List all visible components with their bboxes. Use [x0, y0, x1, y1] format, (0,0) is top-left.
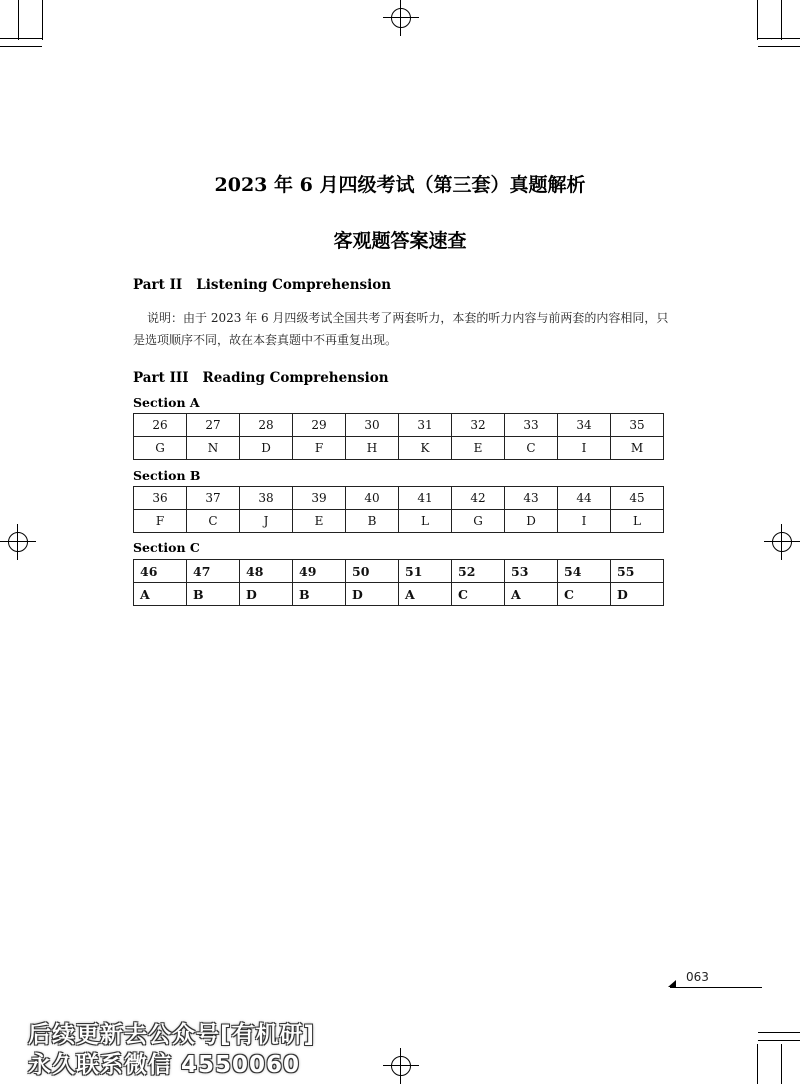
crop-mark [758, 1032, 800, 1033]
answer-cell: C [187, 510, 240, 533]
question-number: 40 [346, 487, 399, 510]
question-number: 48 [240, 560, 293, 583]
answer-cell: F [134, 510, 187, 533]
question-number: 37 [187, 487, 240, 510]
answer-cell: D [346, 583, 399, 606]
answer-cell: A [134, 583, 187, 606]
registration-mark [383, 0, 419, 36]
answer-row [134, 510, 664, 533]
crop-mark [42, 0, 43, 40]
question-number: 46 [134, 560, 187, 583]
answer-cell: G [134, 437, 187, 460]
answer-cell: D [611, 583, 664, 606]
answer-cell: C [558, 583, 611, 606]
part3-heading [133, 370, 389, 386]
question-number: 30 [346, 414, 399, 437]
answer-cell: E [452, 437, 505, 460]
page-number: 063 [686, 970, 709, 984]
question-number: 47 [187, 560, 240, 583]
question-number: 36 [134, 487, 187, 510]
answer-cell: D [240, 583, 293, 606]
crop-mark [758, 38, 800, 39]
question-number-row [134, 414, 664, 437]
part2-number: Part II [133, 277, 183, 293]
crop-mark [758, 1040, 800, 1041]
question-number: 27 [187, 414, 240, 437]
crop-mark [781, 0, 782, 40]
question-number: 53 [505, 560, 558, 583]
page-title: 2023 年 6 月四级考试（第三套）真题解析 [214, 174, 586, 196]
answer-cell: I [558, 510, 611, 533]
section-c-answer-table [133, 559, 664, 606]
question-number: 54 [558, 560, 611, 583]
crop-mark [0, 46, 42, 47]
section-a-answer-table [133, 413, 664, 460]
question-number-row [134, 560, 664, 583]
answer-cell: I [558, 437, 611, 460]
question-number: 31 [399, 414, 452, 437]
registration-mark [383, 1048, 419, 1084]
answer-cell: B [346, 510, 399, 533]
answer-cell: L [611, 510, 664, 533]
watermark-line-1: 后续更新去公众号[有机研] [28, 1022, 316, 1048]
question-number: 50 [346, 560, 399, 583]
answer-cell: B [293, 583, 346, 606]
registration-mark [0, 524, 36, 560]
answer-cell: H [346, 437, 399, 460]
part2-name: Listening Comprehension [196, 277, 392, 293]
answer-cell: A [505, 583, 558, 606]
answer-row [134, 437, 664, 460]
crop-mark [758, 46, 800, 47]
section-b-label: Section B [133, 468, 201, 483]
answer-cell: M [611, 437, 664, 460]
crop-mark [18, 0, 19, 40]
answer-cell: D [505, 510, 558, 533]
question-number: 43 [505, 487, 558, 510]
answer-cell: G [452, 510, 505, 533]
question-number: 42 [452, 487, 505, 510]
answer-cell: A [399, 583, 452, 606]
question-number: 41 [399, 487, 452, 510]
question-number: 44 [558, 487, 611, 510]
question-number: 34 [558, 414, 611, 437]
answer-row [134, 583, 664, 606]
page-marker-triangle-icon [668, 980, 676, 987]
question-number: 51 [399, 560, 452, 583]
crop-mark [0, 38, 42, 39]
answer-cell: N [187, 437, 240, 460]
answer-cell: K [399, 437, 452, 460]
page-number-rule [670, 987, 762, 988]
question-number: 29 [293, 414, 346, 437]
question-number: 28 [240, 414, 293, 437]
part2-heading [133, 277, 391, 293]
answer-cell: B [187, 583, 240, 606]
question-number-row [134, 487, 664, 510]
section-b-answer-table [133, 486, 664, 533]
question-number: 32 [452, 414, 505, 437]
question-number: 33 [505, 414, 558, 437]
watermark-line-2: 永久联系微信 4550060 [28, 1052, 301, 1078]
question-number: 35 [611, 414, 664, 437]
question-number: 52 [452, 560, 505, 583]
question-number: 55 [611, 560, 664, 583]
answer-cell: D [240, 437, 293, 460]
answer-cell: E [293, 510, 346, 533]
crop-mark [757, 1044, 758, 1084]
crop-mark [757, 0, 758, 40]
crop-mark [781, 1044, 782, 1084]
part3-number: Part III [133, 370, 189, 386]
question-number: 49 [293, 560, 346, 583]
answer-cell: J [240, 510, 293, 533]
question-number: 39 [293, 487, 346, 510]
question-number: 38 [240, 487, 293, 510]
answer-cell: F [293, 437, 346, 460]
registration-mark [764, 524, 800, 560]
question-number: 26 [134, 414, 187, 437]
question-number: 45 [611, 487, 664, 510]
answer-cell: C [505, 437, 558, 460]
part3-name: Reading Comprehension [202, 370, 389, 386]
page-subtitle: 客观题答案速查 [333, 230, 467, 252]
answer-cell: L [399, 510, 452, 533]
listening-note: 说明：由于 2023 年 6 月四级考试全国共考了两套听力，本套的听力内容与前两套的内容相同，只是选项顺序不同，故在本套真题中不再重复出现。 [133, 311, 669, 347]
section-c-label: Section C [133, 540, 200, 555]
section-a-label: Section A [133, 395, 200, 410]
answer-cell: C [452, 583, 505, 606]
